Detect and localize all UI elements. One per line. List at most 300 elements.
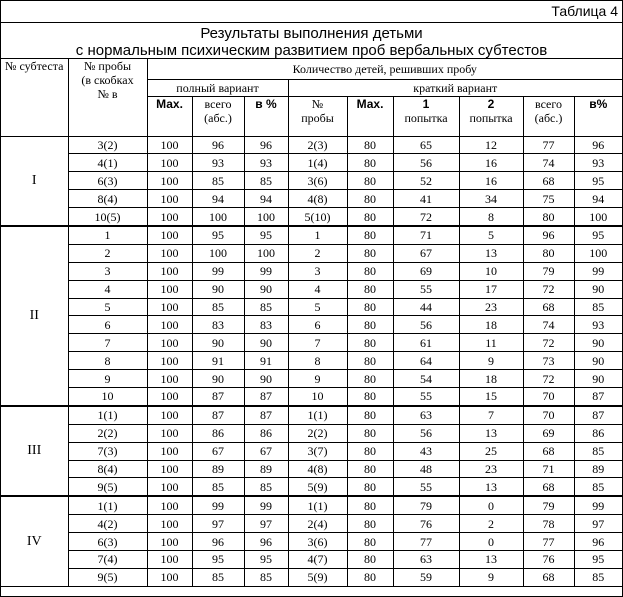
cell-attempt-2: 25 — [459, 442, 523, 460]
cell-probe-no: 6(3) — [68, 533, 147, 551]
cell-total-full: 85 — [192, 478, 244, 496]
cell-max-full: 100 — [147, 226, 192, 244]
cell-max-full: 100 — [147, 316, 192, 334]
results-table-body — [1, 136, 622, 586]
cell-max-short: 80 — [347, 136, 393, 154]
cell-total-short: 72 — [523, 370, 574, 388]
cell-probe-no-short: 1(4) — [288, 154, 347, 172]
cell-max-full: 100 — [147, 442, 192, 460]
cell-probe-no: 2(2) — [68, 424, 147, 442]
cell-probe-no-short: 1 — [288, 226, 347, 244]
cell-total-full: 85 — [192, 568, 244, 586]
cell-probe-no-short: 8 — [288, 352, 347, 370]
cell-attempt-1: 63 — [393, 406, 459, 424]
cell-max-full: 100 — [147, 190, 192, 208]
cell-pct-full: 85 — [244, 298, 288, 316]
cell-max-full: 100 — [147, 387, 192, 405]
cell-max-short: 80 — [347, 316, 393, 334]
cell-max-short: 80 — [347, 370, 393, 388]
header-full-variant: полный вариант — [147, 79, 288, 96]
cell-total-short: 69 — [523, 424, 574, 442]
cell-probe-no-short: 5(9) — [288, 478, 347, 496]
cell-pct-short: 95 — [574, 172, 622, 190]
cell-attempt-1: 48 — [393, 460, 459, 478]
cell-probe-no-short: 4(8) — [288, 190, 347, 208]
cell-pct-short: 93 — [574, 316, 622, 334]
cell-pct-full: 91 — [244, 352, 288, 370]
cell-total-short: 73 — [523, 352, 574, 370]
cell-probe-no-short: 4(8) — [288, 460, 347, 478]
cell-max-short: 80 — [347, 334, 393, 352]
header-attempt-2-number: 2 — [487, 96, 495, 111]
cell-probe-no: 4(2) — [68, 515, 147, 533]
cell-total-full: 99 — [192, 262, 244, 280]
table-row — [1, 262, 622, 280]
table-row — [1, 208, 622, 226]
cell-attempt-2: 23 — [459, 298, 523, 316]
table-row — [1, 533, 622, 551]
cell-attempt-1: 67 — [393, 244, 459, 262]
cell-pct-short: 85 — [574, 298, 622, 316]
cell-attempt-2: 18 — [459, 316, 523, 334]
table-row — [1, 298, 622, 316]
cell-attempt-2: 13 — [459, 550, 523, 568]
cell-probe-no: 8(4) — [68, 460, 147, 478]
cell-pct-short: 96 — [574, 533, 622, 551]
table-row — [1, 387, 622, 405]
cell-pct-full: 87 — [244, 387, 288, 405]
cell-attempt-1: 59 — [393, 568, 459, 586]
cell-attempt-2: 18 — [459, 370, 523, 388]
cell-probe-no: 10(5) — [68, 208, 147, 226]
header-max-short: Мах. — [347, 96, 393, 136]
cell-pct-short: 90 — [574, 352, 622, 370]
cell-pct-short: 87 — [574, 406, 622, 424]
cell-pct-full: 99 — [244, 262, 288, 280]
table-row — [1, 226, 622, 244]
cell-attempt-1: 69 — [393, 262, 459, 280]
cell-max-full: 100 — [147, 478, 192, 496]
cell-attempt-1: 72 — [393, 208, 459, 226]
cell-total-full: 85 — [192, 298, 244, 316]
cell-probe-no: 1(1) — [68, 496, 147, 514]
cell-total-full: 96 — [192, 533, 244, 551]
cell-probe-no-short: 5(9) — [288, 568, 347, 586]
header-total-short-line2: (абс.) — [534, 110, 563, 125]
cell-probe-no-short: 5 — [288, 298, 347, 316]
table-row — [1, 154, 622, 172]
cell-pct-full: 99 — [244, 496, 288, 514]
cell-pct-full: 85 — [244, 478, 288, 496]
cell-pct-full: 87 — [244, 406, 288, 424]
cell-probe-no: 8(4) — [68, 190, 147, 208]
cell-probe-no-short: 2(2) — [288, 424, 347, 442]
cell-attempt-2: 12 — [459, 136, 523, 154]
cell-probe-no: 4 — [68, 280, 147, 298]
cell-attempt-2: 10 — [459, 262, 523, 280]
cell-probe-no: 5 — [68, 298, 147, 316]
cell-attempt-1: 65 — [393, 136, 459, 154]
cell-max-short: 80 — [347, 226, 393, 244]
cell-attempt-2: 16 — [459, 172, 523, 190]
cell-probe-no-short: 6 — [288, 316, 347, 334]
table-row — [1, 334, 622, 352]
cell-total-short: 75 — [523, 190, 574, 208]
header-probe-no-line2: (в скобках — [81, 73, 134, 87]
cell-max-full: 100 — [147, 568, 192, 586]
cell-max-full: 100 — [147, 208, 192, 226]
cell-attempt-1: 56 — [393, 316, 459, 334]
table-row — [1, 244, 622, 262]
cell-max-full: 100 — [147, 154, 192, 172]
cell-max-short: 80 — [347, 406, 393, 424]
cell-probe-no: 3 — [68, 262, 147, 280]
header-total-full-line2: (абс.) — [204, 110, 232, 125]
cell-total-short: 72 — [523, 334, 574, 352]
cell-total-full: 85 — [192, 172, 244, 190]
cell-probe-no: 6 — [68, 316, 147, 334]
cell-attempt-2: 13 — [459, 244, 523, 262]
cell-total-short: 68 — [523, 442, 574, 460]
subtest-group-label: III — [1, 406, 68, 496]
header-probe-no — [68, 59, 147, 136]
cell-total-short: 70 — [523, 387, 574, 405]
cell-pct-short: 89 — [574, 460, 622, 478]
header-total-short — [523, 96, 574, 136]
cell-attempt-1: 55 — [393, 478, 459, 496]
cell-total-full: 67 — [192, 442, 244, 460]
table-row — [1, 460, 622, 478]
subtest-group-label: II — [1, 226, 68, 406]
cell-attempt-1: 41 — [393, 190, 459, 208]
cell-total-full: 94 — [192, 190, 244, 208]
cell-pct-short: 87 — [574, 387, 622, 405]
cell-probe-no: 3(2) — [68, 136, 147, 154]
cell-max-short: 80 — [347, 172, 393, 190]
cell-pct-short: 94 — [574, 190, 622, 208]
cell-attempt-1: 76 — [393, 515, 459, 533]
cell-pct-full: 67 — [244, 442, 288, 460]
header-attempt-1 — [393, 96, 459, 136]
cell-attempt-2: 13 — [459, 424, 523, 442]
cell-max-short: 80 — [347, 244, 393, 262]
cell-probe-no: 9 — [68, 370, 147, 388]
cell-attempt-1: 56 — [393, 154, 459, 172]
table-row — [1, 406, 622, 424]
cell-max-short: 80 — [347, 515, 393, 533]
cell-pct-full: 83 — [244, 316, 288, 334]
cell-attempt-2: 23 — [459, 460, 523, 478]
header-attempt-1-word: попытка — [404, 110, 448, 125]
header-total-short-line1: всего — [534, 96, 563, 111]
cell-total-full: 95 — [192, 226, 244, 244]
cell-max-short: 80 — [347, 478, 393, 496]
header-pct-full: в % — [244, 96, 288, 136]
cell-max-full: 100 — [147, 370, 192, 388]
cell-max-short: 80 — [347, 208, 393, 226]
cell-total-short: 74 — [523, 316, 574, 334]
cell-attempt-2: 16 — [459, 154, 523, 172]
cell-probe-no-short: 7 — [288, 334, 347, 352]
cell-attempt-2: 17 — [459, 280, 523, 298]
cell-probe-no: 7(4) — [68, 550, 147, 568]
cell-max-short: 80 — [347, 387, 393, 405]
cell-total-full: 97 — [192, 515, 244, 533]
cell-total-short: 96 — [523, 226, 574, 244]
cell-pct-full: 95 — [244, 226, 288, 244]
cell-probe-no-short: 3(7) — [288, 442, 347, 460]
cell-probe-no-short: 2(3) — [288, 136, 347, 154]
cell-max-short: 80 — [347, 424, 393, 442]
cell-max-full: 100 — [147, 280, 192, 298]
table-row — [1, 568, 622, 586]
table-row — [1, 136, 622, 154]
header-pct-short: в% — [574, 96, 622, 136]
results-table — [1, 59, 622, 587]
cell-total-full: 90 — [192, 280, 244, 298]
cell-total-short: 80 — [523, 244, 574, 262]
cell-pct-short: 99 — [574, 496, 622, 514]
cell-max-full: 100 — [147, 136, 192, 154]
cell-total-short: 77 — [523, 533, 574, 551]
cell-pct-short: 96 — [574, 136, 622, 154]
subtest-group-label: IV — [1, 496, 68, 586]
cell-max-short: 80 — [347, 280, 393, 298]
header-attempt-2 — [459, 96, 523, 136]
cell-max-short: 80 — [347, 442, 393, 460]
cell-probe-no: 1(1) — [68, 406, 147, 424]
cell-total-full: 91 — [192, 352, 244, 370]
cell-total-full: 90 — [192, 370, 244, 388]
cell-probe-no-short: 9 — [288, 370, 347, 388]
table-row — [1, 316, 622, 334]
table-row — [1, 496, 622, 514]
cell-attempt-1: 43 — [393, 442, 459, 460]
cell-probe-no: 7(3) — [68, 442, 147, 460]
cell-pct-full: 94 — [244, 190, 288, 208]
table-row — [1, 172, 622, 190]
header-probe-no-line3: № в — [97, 87, 118, 101]
cell-probe-no-short: 10 — [288, 387, 347, 405]
cell-pct-short: 100 — [574, 244, 622, 262]
title-line-1: Результаты выполнения детьми — [200, 25, 423, 42]
cell-attempt-1: 44 — [393, 298, 459, 316]
cell-probe-no-short: 3 — [288, 262, 347, 280]
cell-probe-no-short: 3(6) — [288, 172, 347, 190]
cell-pct-full: 100 — [244, 244, 288, 262]
header-probe-no-line1: № пробы — [83, 59, 132, 73]
cell-total-short: 72 — [523, 280, 574, 298]
cell-max-full: 100 — [147, 424, 192, 442]
cell-pct-full: 89 — [244, 460, 288, 478]
cell-probe-no-short: 5(10) — [288, 208, 347, 226]
cell-total-short: 79 — [523, 496, 574, 514]
cell-attempt-2: 9 — [459, 352, 523, 370]
table-row — [1, 280, 622, 298]
cell-probe-no-short: 4(7) — [288, 550, 347, 568]
cell-probe-no-short: 3(6) — [288, 533, 347, 551]
cell-max-short: 80 — [347, 533, 393, 551]
cell-probe-no: 1 — [68, 226, 147, 244]
cell-attempt-1: 77 — [393, 533, 459, 551]
cell-pct-short: 97 — [574, 515, 622, 533]
cell-attempt-1: 56 — [393, 424, 459, 442]
subtest-group-label: I — [1, 136, 68, 226]
table-row — [1, 190, 622, 208]
table-row — [1, 478, 622, 496]
cell-total-short: 68 — [523, 298, 574, 316]
table-title — [1, 23, 622, 59]
cell-total-full: 89 — [192, 460, 244, 478]
cell-probe-no-short: 1(1) — [288, 406, 347, 424]
cell-pct-full: 96 — [244, 533, 288, 551]
cell-pct-short: 90 — [574, 280, 622, 298]
table-number-label: Таблица 4 — [1, 1, 622, 23]
cell-total-full: 95 — [192, 550, 244, 568]
cell-pct-short: 85 — [574, 442, 622, 460]
table-row — [1, 352, 622, 370]
cell-attempt-1: 55 — [393, 280, 459, 298]
cell-max-full: 100 — [147, 352, 192, 370]
cell-pct-full: 86 — [244, 424, 288, 442]
cell-pct-full: 85 — [244, 568, 288, 586]
cell-probe-no: 8 — [68, 352, 147, 370]
cell-attempt-2: 0 — [459, 496, 523, 514]
cell-max-short: 80 — [347, 190, 393, 208]
cell-total-full: 83 — [192, 316, 244, 334]
table-row — [1, 550, 622, 568]
header-total-full — [192, 96, 244, 136]
cell-max-full: 100 — [147, 515, 192, 533]
cell-attempt-2: 15 — [459, 387, 523, 405]
cell-max-short: 80 — [347, 154, 393, 172]
cell-max-short: 80 — [347, 550, 393, 568]
cell-pct-full: 97 — [244, 515, 288, 533]
cell-total-full: 100 — [192, 244, 244, 262]
cell-max-full: 100 — [147, 496, 192, 514]
cell-pct-short: 86 — [574, 424, 622, 442]
table-row — [1, 424, 622, 442]
cell-probe-no: 9(5) — [68, 478, 147, 496]
cell-attempt-2: 7 — [459, 406, 523, 424]
cell-max-full: 100 — [147, 334, 192, 352]
cell-total-short: 80 — [523, 208, 574, 226]
cell-probe-no-short: 4 — [288, 280, 347, 298]
cell-pct-full: 93 — [244, 154, 288, 172]
cell-attempt-2: 0 — [459, 533, 523, 551]
cell-max-short: 80 — [347, 352, 393, 370]
cell-attempt-2: 11 — [459, 334, 523, 352]
header-attempt-1-number: 1 — [422, 96, 430, 111]
cell-total-short: 70 — [523, 406, 574, 424]
title-line-2: с нормальным психическим развитием проб вербальных субтестов — [75, 42, 548, 59]
cell-pct-full: 95 — [244, 550, 288, 568]
cell-total-short: 77 — [523, 136, 574, 154]
cell-pct-short: 95 — [574, 550, 622, 568]
cell-attempt-1: 61 — [393, 334, 459, 352]
cell-total-short: 68 — [523, 568, 574, 586]
table-row — [1, 515, 622, 533]
cell-attempt-2: 34 — [459, 190, 523, 208]
cell-pct-short: 90 — [574, 334, 622, 352]
cell-probe-no-short: 2(4) — [288, 515, 347, 533]
cell-attempt-1: 55 — [393, 387, 459, 405]
cell-total-short: 76 — [523, 550, 574, 568]
header-probe-no-short — [288, 96, 347, 136]
cell-max-full: 100 — [147, 244, 192, 262]
cell-pct-short: 90 — [574, 370, 622, 388]
cell-attempt-2: 9 — [459, 568, 523, 586]
cell-probe-no: 6(3) — [68, 172, 147, 190]
cell-total-short: 74 — [523, 154, 574, 172]
cell-pct-full: 90 — [244, 370, 288, 388]
cell-attempt-2: 5 — [459, 226, 523, 244]
cell-total-full: 93 — [192, 154, 244, 172]
header-subtest-no: № субтеста — [1, 59, 68, 136]
cell-total-full: 96 — [192, 136, 244, 154]
header-probe-no-short-line1: № — [311, 96, 324, 111]
cell-max-short: 80 — [347, 298, 393, 316]
cell-probe-no: 4(1) — [68, 154, 147, 172]
cell-probe-no: 10 — [68, 387, 147, 405]
cell-pct-short: 85 — [574, 568, 622, 586]
cell-total-full: 87 — [192, 387, 244, 405]
cell-total-short: 79 — [523, 262, 574, 280]
cell-max-short: 80 — [347, 568, 393, 586]
cell-attempt-1: 63 — [393, 550, 459, 568]
cell-pct-full: 90 — [244, 280, 288, 298]
cell-total-full: 86 — [192, 424, 244, 442]
header-short-variant: краткий вариант — [288, 79, 622, 96]
header-attempt-2-word: попытка — [469, 110, 513, 125]
cell-max-short: 80 — [347, 496, 393, 514]
cell-attempt-1: 79 — [393, 496, 459, 514]
cell-pct-short: 99 — [574, 262, 622, 280]
cell-probe-no: 7 — [68, 334, 147, 352]
cell-total-full: 99 — [192, 496, 244, 514]
cell-total-full: 87 — [192, 406, 244, 424]
cell-probe-no-short: 2 — [288, 244, 347, 262]
cell-attempt-1: 64 — [393, 352, 459, 370]
header-total-full-line1: всего — [204, 96, 232, 111]
cell-probe-no: 2 — [68, 244, 147, 262]
cell-pct-short: 100 — [574, 208, 622, 226]
cell-pct-short: 95 — [574, 226, 622, 244]
cell-attempt-1: 54 — [393, 370, 459, 388]
cell-attempt-2: 13 — [459, 478, 523, 496]
cell-attempt-1: 71 — [393, 226, 459, 244]
cell-attempt-2: 8 — [459, 208, 523, 226]
header-probe-no-short-line2: пробы — [301, 110, 334, 125]
cell-total-short: 71 — [523, 460, 574, 478]
cell-total-short: 78 — [523, 515, 574, 533]
cell-max-full: 100 — [147, 262, 192, 280]
header-max-full: Мах. — [147, 96, 192, 136]
header-children-count: Количество детей, решивших пробу — [147, 59, 622, 79]
cell-max-full: 100 — [147, 406, 192, 424]
cell-probe-no-short: 1(1) — [288, 496, 347, 514]
cell-attempt-1: 52 — [393, 172, 459, 190]
cell-pct-full: 96 — [244, 136, 288, 154]
cell-attempt-2: 2 — [459, 515, 523, 533]
table-row — [1, 442, 622, 460]
cell-total-full: 100 — [192, 208, 244, 226]
cell-pct-short: 93 — [574, 154, 622, 172]
cell-pct-full: 85 — [244, 172, 288, 190]
cell-pct-full: 100 — [244, 208, 288, 226]
cell-max-full: 100 — [147, 172, 192, 190]
cell-total-short: 68 — [523, 478, 574, 496]
